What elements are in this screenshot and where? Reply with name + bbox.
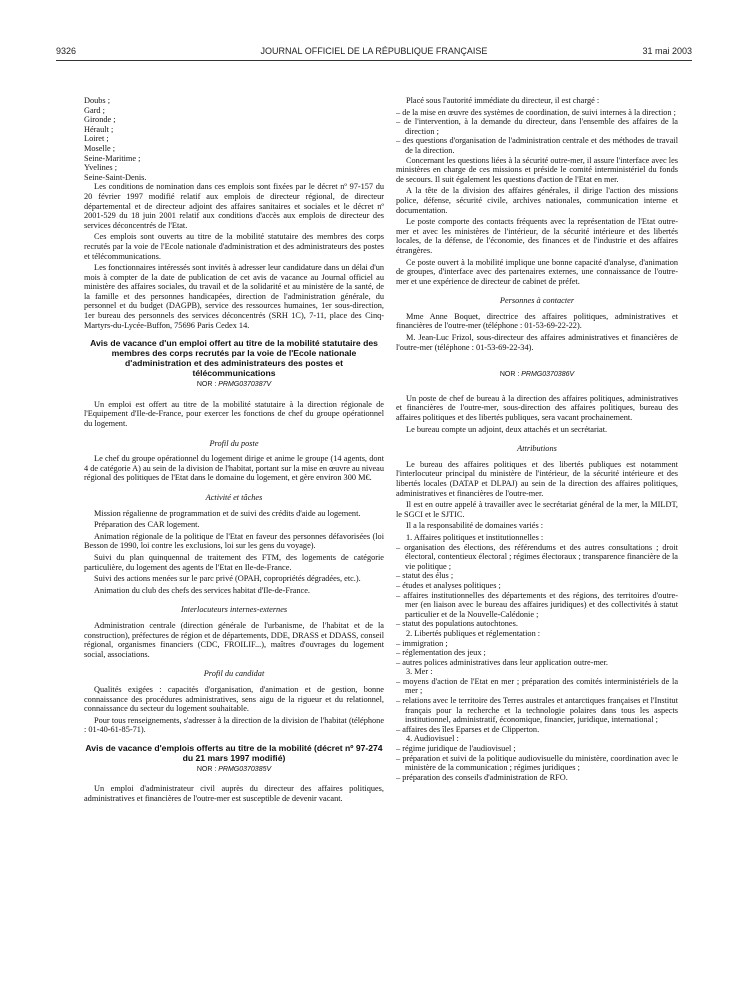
journal-title: JOURNAL OFFICIEL DE LA RÉPUBLIQUE FRANÇAISE [260, 46, 488, 56]
section-heading: Profil du candidat [203, 669, 265, 679]
department-item: Yvelines ; [84, 163, 118, 173]
paragraph: Ce poste ouvert à la mobilité implique une bonne capacité d'analyse, d'animation de groupes, d'interface avec des partenaires externes, une connaissance de l'outre-mer et une expérience de directeur de cabinet de préfet. [396, 257, 678, 286]
department-item: Moselle ; [84, 143, 116, 153]
department-item: Doubs ; [84, 96, 111, 105]
activity-item: Animation régionale de la politique de l'Etat en faveur des personnes défavorisées (loi Besson de 1990, loi contre les exclusions, loi sur les gens du voyage). [84, 531, 384, 551]
dash-item: – relations avec le territoire des Terres australes et antarctiques françaises et l'Institut français pour la recherche et la technologie polaires dans tous les aspects institutionnel, administratif, économique, financier, juridique, international ; [396, 696, 678, 725]
dash-item: – études et analyses politiques ; [396, 580, 501, 590]
paragraph: Ces emplois sont ouverts au titre de la mobilité statutaire des membres des corps recrutés par la voie de l'Ecole nationale d'administration et des administrateurs des postes et télécommunications. [84, 232, 384, 261]
paragraph: Concernant les questions liées à la sécurité outre-mer, il assure l'interface avec les ministères en charge de ces missions et préside le comité interministériel du fonds de secours. Il suit également les questions d'action de l'Etat en mer. [396, 155, 678, 184]
paragraph: Un emploi d'administrateur civil auprès du directeur des affaires politiques, administratives et financières de l'outre-mer est susceptible de devenir vacant. [84, 784, 384, 804]
header-rule [56, 60, 692, 61]
domain-list [396, 533, 678, 782]
paragraph: Il est en outre appelé à travailler avec le secrétariat général de la mer, la MILDT, le SGCI et le SJTIC. [396, 500, 678, 519]
dash-item: – statut des élus ; [396, 571, 454, 581]
dash-item: – des questions d'organisation de l'administration centrale et des méthodes de travail de la direction. [396, 136, 678, 155]
activity-item: Animation du club des chefs des services habitat d'Ile-de-France. [94, 585, 310, 595]
contact-item: Mme Anne Boquet, directrice des affaires politiques, administratives et financières de l'outre-mer (téléphone : 01-53-69-22-22). [396, 311, 678, 331]
dash-item: – de l'intervention, à la demande du directeur, dans l'ensemble des affaires de la direction ; [396, 117, 678, 136]
paragraph: Le chef du groupe opérationnel du logement dirige et anime le groupe (14 agents, dont 4 de catégorie A) au sein de la division de l'habitat, portant sur la mise en œuvre au niveau régional des politiques de l'Etat dans le domaine du logement, et gère environ 300 M€. [84, 454, 384, 483]
paragraph: Les fonctionnaires intéressés sont invités à adresser leur candidature dans un délai d'un mois à compter de la date de publication de cet avis de vacance au Journal officiel au ministère des affaires sociales, du travail et de la solidarité et au ministère de la santé, de la famille et des personnes handicapées, direction de l'administration générale, du personnel et du budget (DAGPB), service des ressources humaines, 1er sous-direction, 1er bureau des personnels des services déconcentrés (SRH 1C), 7-11, place des Cinq-Martyrs-du-Lycée-Buffon, 75696 Paris Cedex 14. [84, 263, 384, 330]
issue-date: 31 mai 2003 [642, 46, 692, 56]
department-item: Loiret ; [84, 134, 109, 144]
paragraph: Un emploi est offert au titre de la mobilité statutaire à la direction régionale de l'Equipement d'Ile-de-France, pour exercer les fonctions de chef du groupe opérationnel du logement. [84, 399, 384, 429]
paragraph: Le bureau compte un adjoint, deux attachés et un secrétariat. [406, 424, 608, 434]
department-item: Gard ; [84, 105, 105, 115]
paragraph: Administration centrale (direction générale de l'urbanisme, de l'habitat et de la construction), préfectures de région et de départements, DDE, DRASS et DDASS, conseil régional, organismes financiers (CDC, FROILIF...), maîtres d'ouvrages du logement social, associations. [84, 620, 384, 659]
activity-item: Suivi du plan quinquennal de traitement des FTM, des logements de catégorie particulière, du logement des agents de l'Etat en Ile-de-France. [84, 552, 384, 572]
left-column [84, 96, 384, 806]
department-list [84, 96, 384, 182]
paragraph: Le poste comporte des contacts fréquents avec la représentation de l'Etat outre-mer et avec les ministères de l'intérieur, de la sécurité intérieure et des libertés locales, de la défense, de l'économie, des finances et de l'industrie et des affaires étrangères. [396, 217, 678, 255]
section-heading: Activité et tâches [205, 493, 263, 502]
paragraph: Il a la responsabilité de domaines variés : [406, 521, 544, 531]
section-heading: Personnes à contacter [499, 296, 575, 306]
section-heading: Interlocuteurs internes-externes [180, 605, 288, 615]
nor-reference: NOR : PRMG0370385V [196, 765, 272, 773]
domain-heading: 4. Audiovisuel : [406, 734, 459, 744]
dash-item: – immigration ; [396, 638, 448, 648]
domain-heading: 1. Affaires politiques et institutionnelles : [406, 532, 544, 542]
dash-item: – régime juridique de l'audiovisuel ; [396, 744, 516, 754]
dash-item: – statut des populations autochtones. [396, 619, 518, 629]
dash-item: – de la mise en œuvre des systèmes de coordination, de suivi internes à la direction ; [396, 107, 676, 117]
domain-heading: 3. Mer : [406, 667, 433, 677]
paragraph: A la tête de la division des affaires générales, il dirige l'action des missions police, défense, sécurité civile, archives nationales, communication interne et documentation. [396, 186, 678, 215]
department-item: Gironde ; [84, 115, 116, 125]
department-item: Hérault ; [84, 124, 114, 134]
paragraph: Pour tous renseignements, s'adresser à la direction de la division de l'habitat (téléphone : 01-40-61-85-71). [84, 715, 384, 735]
dash-item: – affaires institutionnelles des départements et des régions, des territoires d'outre-mer (en liaison avec le bureau des affaires juridiques) et des collectivités à statut particulier et de la Nouvelle-Calédonie ; [396, 590, 678, 619]
nor-reference: NOR : PRMG0370386V [499, 371, 575, 379]
notice-title: Avis de vacance d'un emploi offert au titre de la mobilité statutaire des membres des corps recrutés par la voie de l'Ecole nationale d'administration et des administrateurs des postes et télécommunications [90, 338, 378, 379]
department-item: Seine-Saint-Denis. [84, 172, 147, 182]
page-number: 9326 [56, 46, 77, 56]
notice-title: Avis de vacance d'emplois offerts au titre de la mobilité (décret nº 97-274 du 21 mars 1997 modifié) [85, 742, 383, 763]
domain-heading: 2. Libertés publiques et réglementation : [406, 628, 541, 638]
dash-item: – préparation des conseils d'administration de RFO. [396, 772, 568, 782]
nor-reference: NOR : PRMG0370387V [196, 381, 272, 389]
section-heading: Attributions [517, 444, 557, 454]
right-column [396, 96, 678, 782]
page-header [56, 46, 692, 60]
paragraph: Les conditions de nomination dans ces emplois sont fixées par le décret nº 97-157 du 20 février 1997 modifié relatif aux emplois de directeur régional, de directeur départemental et de directeur adjoint des affaires sanitaires et sociales et le décret nº 2001-529 du 18 juin 2001 relatif aux conditions d'accès aux emplois de directeur des services déconcentrés de l'Etat. [84, 182, 384, 230]
paragraph: Un poste de chef de bureau à la direction des affaires politiques, administratives et financières de l'outre-mer, sous-direction des affaires politiques, bureau des affaires politiques et des libertés publiques, sera vacant prochainement. [396, 393, 678, 423]
dash-item: – moyens d'action de l'Etat en mer ; préparation des comités interministériels de la mer ; [396, 676, 678, 696]
paragraph: Placé sous l'autorité immédiate du directeur, il est chargé : [406, 96, 600, 105]
section-heading: Profil du poste [209, 438, 259, 448]
activity-item: Suivi des actions menées sur le parc privé (OPAH, copropriétés dégradées, etc.). [94, 574, 361, 584]
dash-item: – préparation et suivi de la politique audiovisuelle du ministère, coordination avec le ministère de la communication ; régimes juridiques ; [396, 753, 678, 773]
paragraph: Le bureau des affaires politiques et des libertés publiques est notamment l'interlocuteur principal du ministère de l'intérieur, de la sécurité intérieure et des libertés locales (DATAP et DLPAJ) au sein de la direction des affaires politiques, administratives et financières de l'outre-mer. [396, 459, 678, 498]
activity-item: Mission régalienne de programmation et de suivi des crédits d'aide au logement. [94, 508, 361, 518]
dash-item: – affaires des îles Eparses et de Clipperton. [396, 724, 540, 734]
dash-item: – organisation des élections, des référendums et des autres consultations ; droit électoral, contentieux électoral ; régimes électoraux ; transparence financière de la vie politique ; [396, 542, 678, 571]
paragraph: Qualités exigées : capacités d'organisation, d'animation et de gestion, bonne connaissance des procédures administratives, sens aigu de la rigueur et du relationnel, connaissance du secteur du logement souhaitable. [84, 684, 384, 714]
dash-item: – autres polices administratives dans leur application outre-mer. [396, 657, 608, 667]
contact-item: M. Jean-Luc Frizol, sous-directeur des affaires administratives et financières de l'outre-mer (téléphone : 01-53-69-22-34). [396, 333, 678, 352]
dash-item: – réglementation des jeux ; [396, 648, 486, 658]
department-item: Seine-Maritime ; [84, 153, 141, 163]
activity-item: Préparation des CAR logement. [94, 520, 200, 530]
